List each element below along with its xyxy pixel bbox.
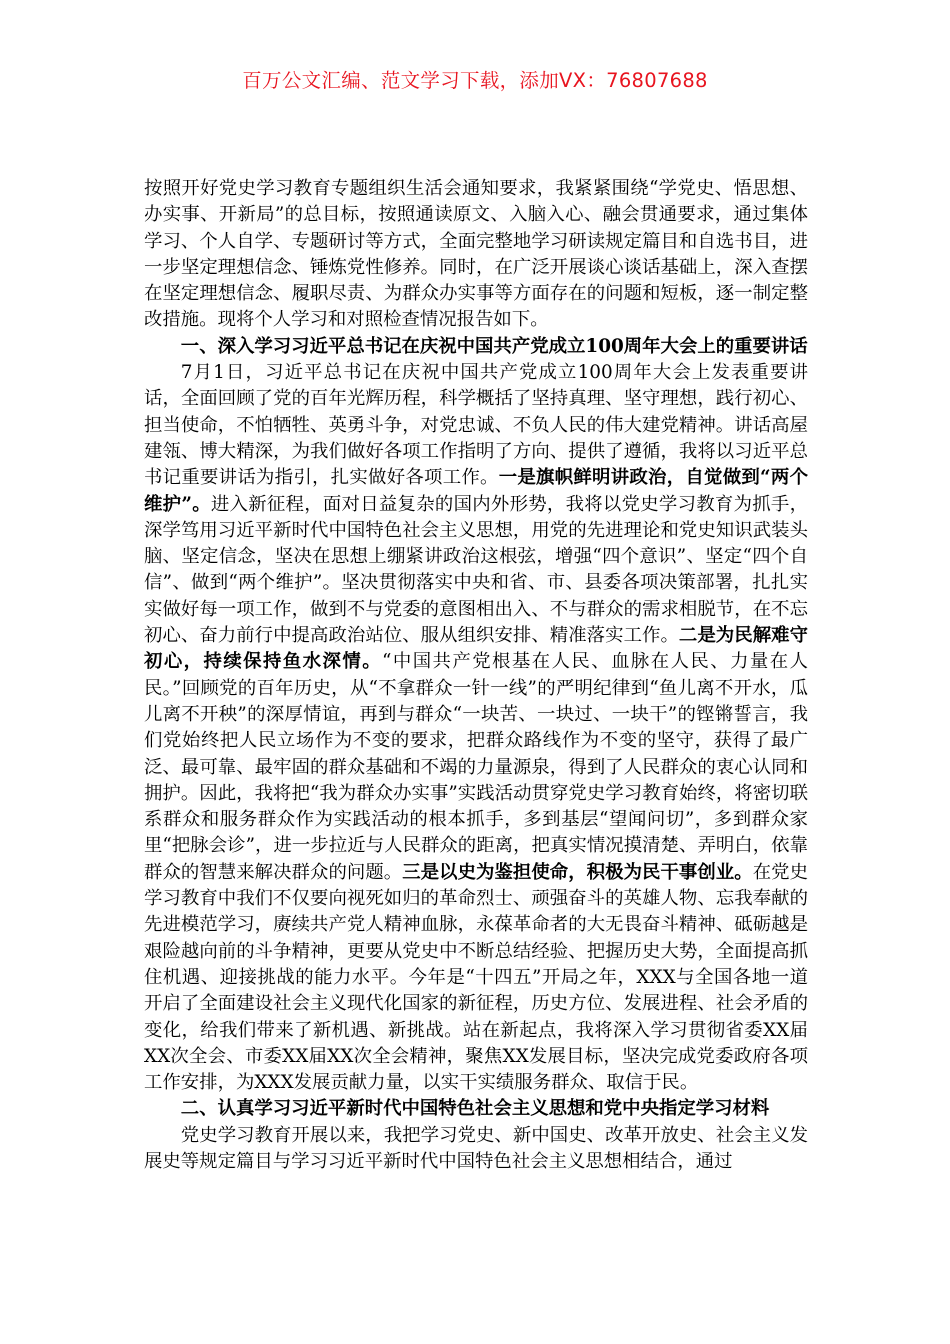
document-body (144, 176, 808, 1175)
section-1-text-part-3: “中国共产党根基在人民、血脉在人民、力量在人民。”回顾党的百年历史，从“不拿群众一针一线”的严明纪律到“鱼儿离不开水，瓜儿离不开秧”的深厚情谊，再到与群众“一块苦、一块过、一块干”的铿锵誓言，我们党始终把人民立场作为不变的要求，把群众路线作为不变的坚守，获得了最广泛、最可靠、最牢固的群众基础和不竭的力量源泉，得到了人民群众的衷心认同和拥护。因此，我将把“我为群众办实事”实践活动贯穿党史学习教育始终，将密切联系群众和服务群众作为实践活动的根本抓手，多到基层“望闻问切”，多到群众家里“把脉会诊”，进一步拉近与人民群众的距离，把真实情况摸清楚、弄明白，依靠群众的智慧来解决群众的问题。 (144, 651, 808, 883)
section-1-text-part-1: 7月1日，习近平总书记在庆祝中国共产党成立100周年大会上发表重要讲话，全面回顾了党的百年光辉历程，科学概括了坚持真理、坚守理想，践行初心、担当使命，不怕牺牲、英勇斗争，对党忠诚、不负人民的伟大建党精神。讲话高屋建瓴、博大精深，为我们做好各项工作指明了方向、提供了遵循，我将以习近平总书记重要讲话为指引，扎实做好各项工作。 (144, 362, 808, 489)
section-1-point-3: 三是以史为鉴担使命，积极为民干事创业。 (402, 861, 753, 883)
intro-paragraph: 按照开好党史学习教育专题组织生活会通知要求，我紧紧围绕“学党史、悟思想、办实事、开新局”的总目标，按照通读原文、入脑入心、融会贯通要求，通过集体学习、个人自学、专题研讨等方式，全面完整地学习研读规定篇目和自选书目，进一步坚定理想信念、锤炼党性修养。同时，在广泛开展谈心谈话基础上，深入查摆在坚定理想信念、履职尽责、为群众办实事等方面存在的问题和短板，逐一制定整改措施。现将个人学习和对照检查情况报告如下。 (144, 178, 808, 331)
section-2-heading: 二、认真学习习近平新时代中国特色社会主义思想和党中央指定学习材料 (180, 1098, 770, 1120)
section-2-paragraph: 党史学习教育开展以来，我把学习党史、新中国史、改革开放史、社会主义发展史等规定篇目与学习习近平新时代中国特色社会主义思想相结合，通过 (144, 1124, 808, 1172)
watermark-banner: 百万公文汇编、范文学习下载，添加VX：76807688 (242, 69, 708, 92)
section-1-point-1: 一是旗帜鲜明讲政治，自觉做到“两个维护”。 (144, 467, 808, 515)
section-1-point-2: 二是为民解难守初心，持续保持鱼水深情。 (144, 625, 808, 673)
section-1-heading: 一、深入学习习近平总书记在庆祝中国共产党成立100周年大会上的重要讲话 (180, 335, 808, 357)
section-1-text-part-2: 进入新征程，面对日益复杂的国内外形势，我将以党史学习教育为抓手，深学笃用习近平新时代中国特色社会主义思想，用党的先进理论和党史知识武装头脑、坚定信念，坚决在思想上绷紧讲政治这根弦，增强“四个意识”、坚定“四个自信”、做到“两个维护”。坚决贯彻落实中央和省、市、县委各项决策部署，扎扎实实做好每一项工作，做到不与党委的意图相出入、不与群众的需求相脱节，在不忘初心、奋力前行中提高政治站位、服从组织安排、精准落实工作。 (144, 493, 808, 647)
section-1-text-part-4: 在党史学习教育中我们不仅要向视死如归的革命烈士、顽强奋斗的英雄人物、忘我奉献的先进模范学习，赓续共产党人精神血脉，永葆革命者的大无畏奋斗精神、砥砺越是艰险越向前的斗争精神，更要从党史中不断总结经验、把握历史大势，全面提高抓住机遇、迎接挑战的能力水平。今年是“十四五”开局之年，XXX与全国各地一道开启了全面建设社会主义现代化国家的新征程，历史方位、发展进程、社会矛盾的变化，给我们带来了新机遇、新挑战。站在新起点，我将深入学习贯彻省委XX届XX次全会、市委XX届XX次全会精神，聚焦XX发展目标，坚决完成党委政府各项工作安排，为XXX发展贡献力量，以实干实绩服务群众、取信于民。 (144, 861, 808, 1094)
section-1-paragraph (144, 360, 808, 1096)
